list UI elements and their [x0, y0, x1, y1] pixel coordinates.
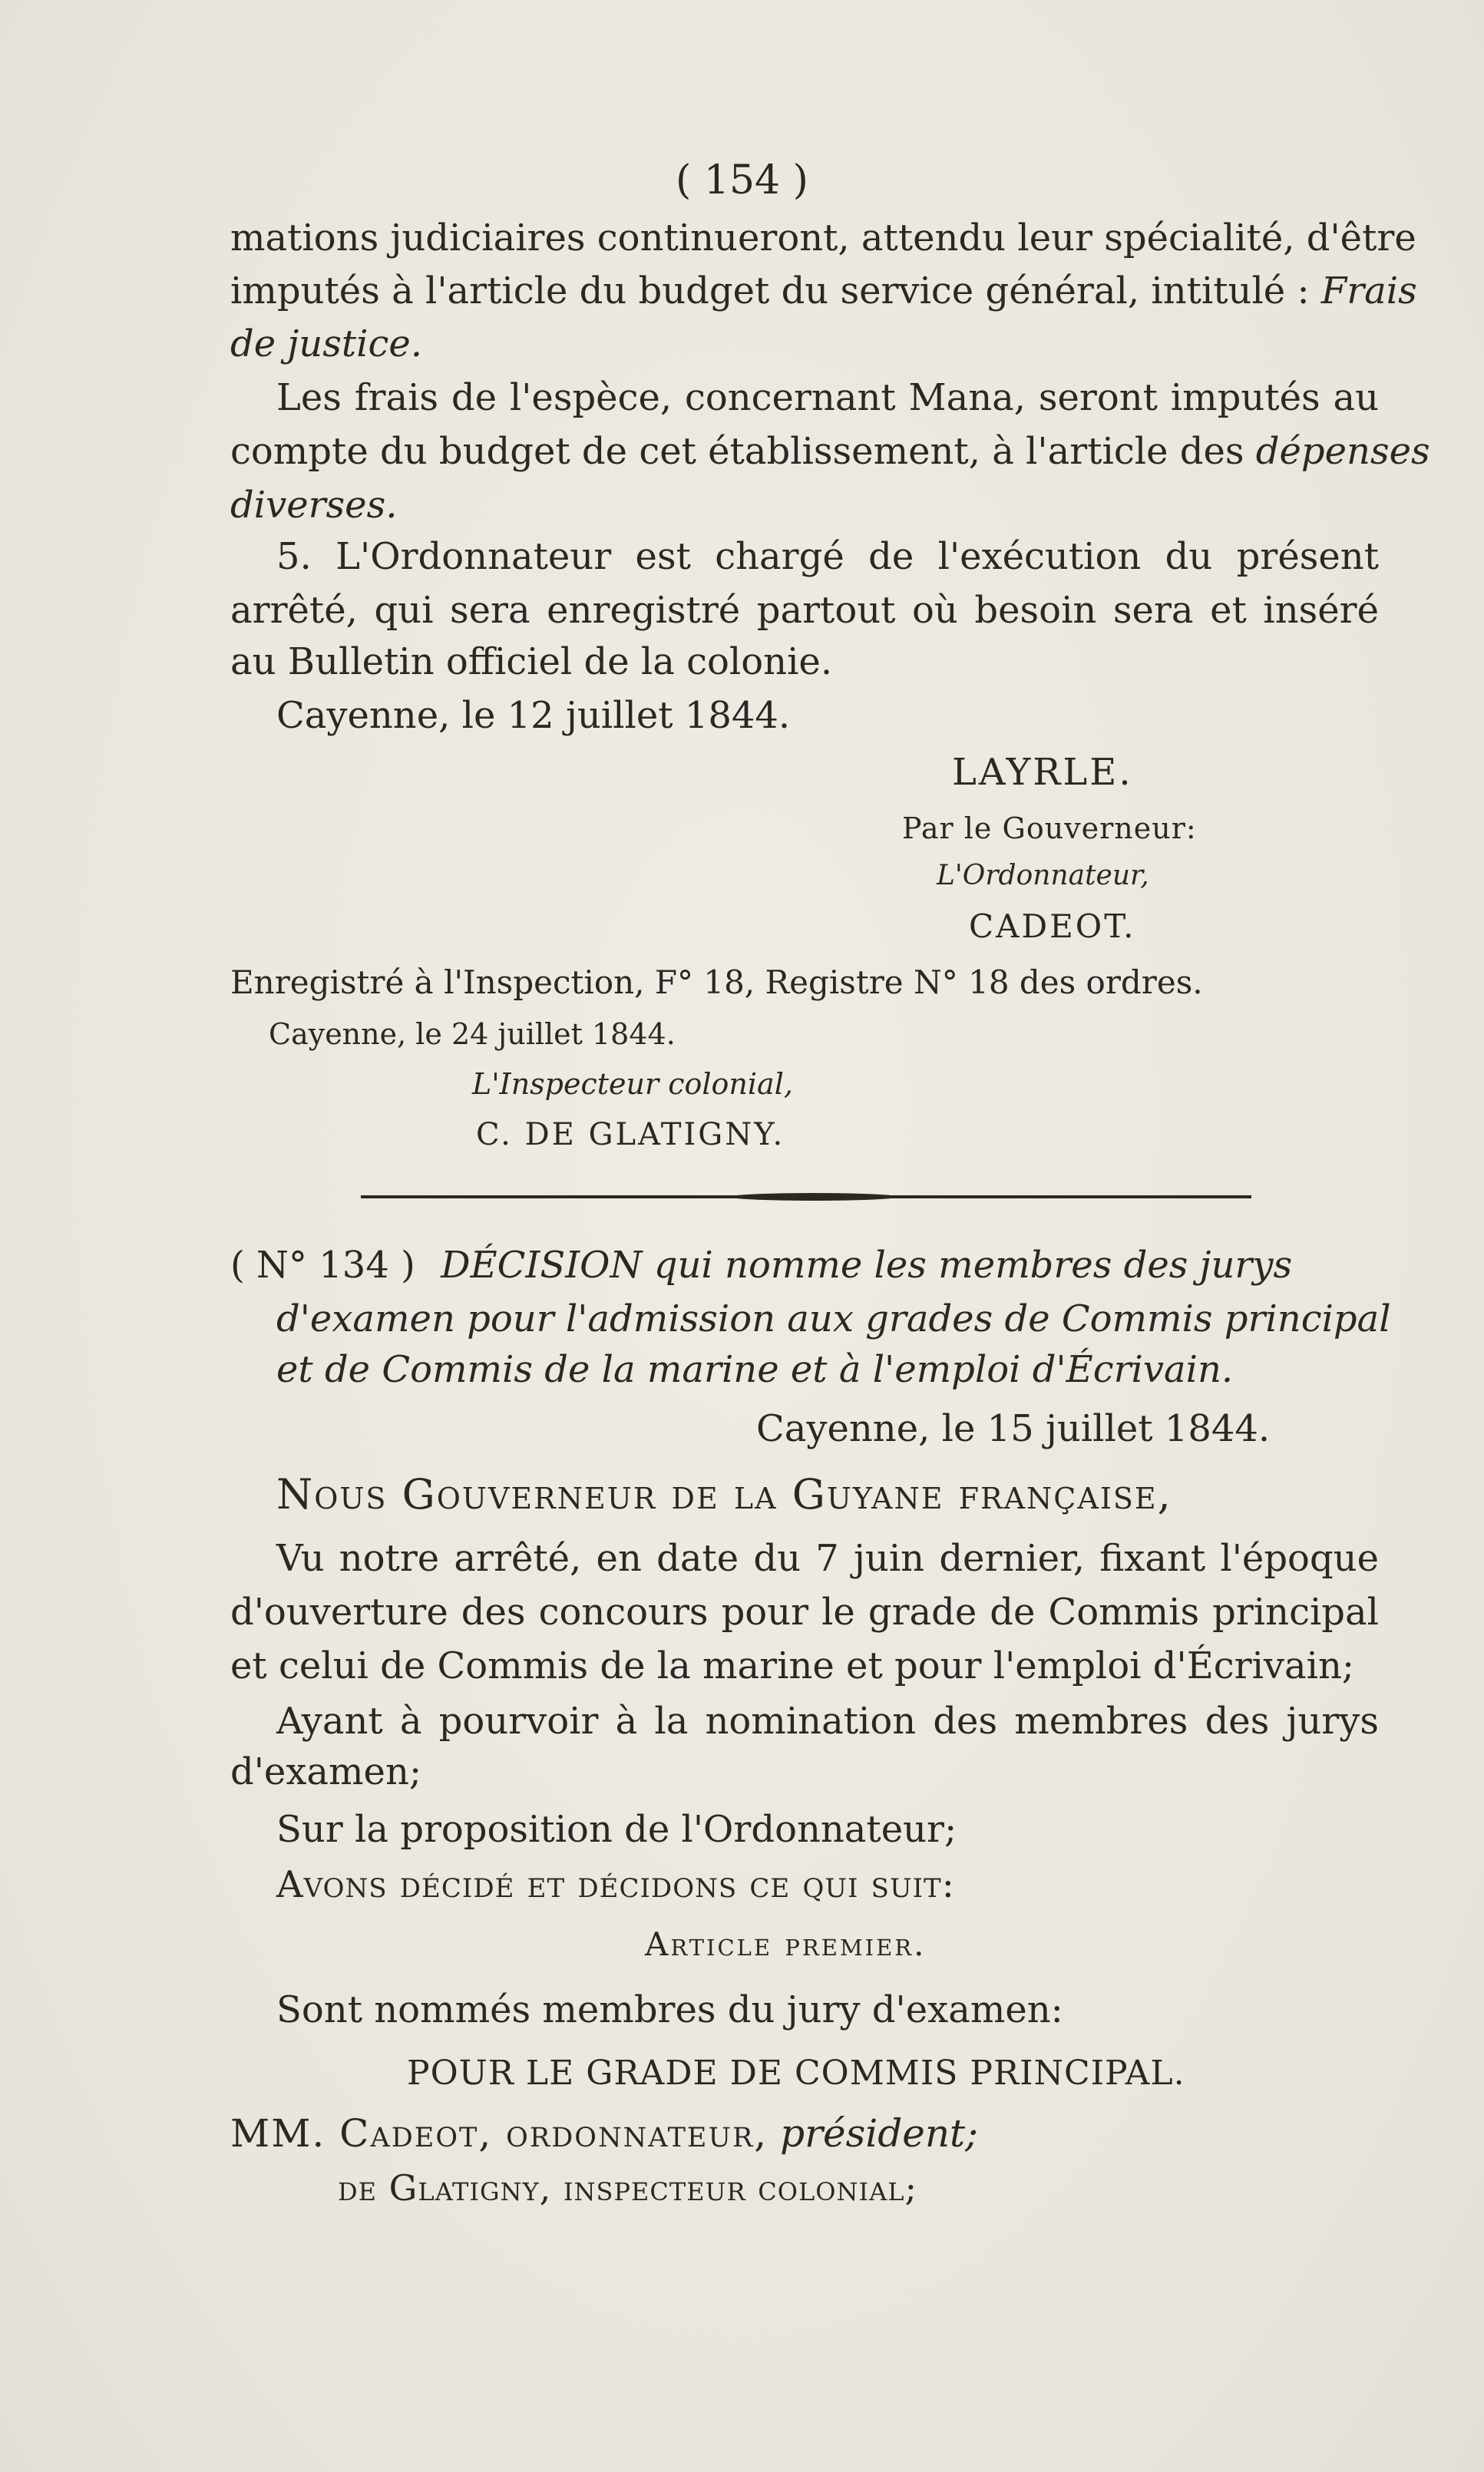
signer-name: CADEOT.	[969, 907, 1136, 945]
preamble: Nous Gouverneur de la Guyane française,	[276, 1470, 1172, 1519]
text-line: 5. L'Ordonnateur est chargé de l'exécution du présent	[276, 535, 1379, 578]
date-line: Cayenne, le 12 juillet 1844.	[276, 694, 791, 737]
section-title: POUR LE GRADE DE COMMIS PRINCIPAL.	[407, 2054, 1185, 2093]
body-line: Avons décidé et décidons ce qui suit:	[276, 1863, 955, 1906]
text-line: au Bulletin officiel de la colonie.	[230, 640, 833, 683]
decision-title: DÉCISION qui nomme les membres des jurys	[441, 1244, 1293, 1287]
member-line: de Glatigny, inspecteur colonial;	[338, 2167, 917, 2209]
section-divider	[361, 1195, 1251, 1198]
italic-term: dépenses	[1255, 430, 1430, 473]
text-line: diverses.	[230, 484, 398, 527]
article-title: Article premier.	[645, 1925, 927, 1963]
text-line: compte du budget de cet établissement, à l'article des dépenses	[230, 430, 1430, 473]
member-name: MM. Cadeot, ordonnateur,	[230, 2111, 768, 2156]
body-line: d'ouverture des concours pour le grade de Commis principal	[230, 1591, 1379, 1634]
inspector-role: L'Inspecteur colonial,	[472, 1067, 793, 1101]
registration-line: Enregistré à l'Inspection, F° 18, Registre N° 18 des ordres.	[230, 963, 1203, 1001]
text-line: de justice.	[230, 322, 423, 365]
decision-heading	[230, 1244, 1379, 1287]
body-line: d'examen;	[230, 1750, 422, 1793]
article-intro: Sont nommés membres du jury d'examen:	[276, 1988, 1063, 2031]
text-line: imputés à l'article du budget du service général, intitulé : Frais	[230, 269, 1417, 312]
member-role: président;	[780, 2111, 978, 2156]
decision-number: ( N° 134 )	[230, 1244, 415, 1287]
body-line: Ayant à pourvoir à la nomination des membres des jurys	[276, 1700, 1379, 1743]
body-line: et celui de Commis de la marine et pour l'emploi d'Écrivain;	[230, 1644, 1355, 1687]
signer-role: L'Ordonnateur,	[937, 860, 1149, 891]
text-line: mations judiciaires continueront, attendu leur spécialité, d'être	[230, 216, 1416, 259]
body-line: Sur la proposition de l'Ordonnateur;	[276, 1808, 957, 1851]
decision-date: Cayenne, le 15 juillet 1844.	[756, 1407, 1271, 1450]
by-governor: Par le Gouverneur:	[902, 811, 1197, 845]
italic-term: Frais	[1320, 269, 1417, 312]
member-line	[230, 2111, 978, 2156]
page-number: ( 154 )	[676, 157, 808, 203]
text-line: arrêté, qui sera enregistré partout où besoin sera et inséré	[230, 589, 1379, 632]
decision-title-line: d'examen pour l'admission aux grades de Commis principal	[276, 1297, 1391, 1340]
body-line: Vu notre arrêté, en date du 7 juin dernier, fixant l'époque	[276, 1537, 1379, 1580]
signature-name: LAYRLE.	[952, 751, 1133, 794]
inspector-name: C. DE GLATIGNY.	[476, 1117, 785, 1152]
decision-title-line: et de Commis de la marine et à l'emploi d'Écrivain.	[276, 1348, 1234, 1391]
text-line: Les frais de l'espèce, concernant Mana, seront imputés au	[276, 376, 1379, 419]
registration-date: Cayenne, le 24 juillet 1844.	[269, 1017, 676, 1051]
